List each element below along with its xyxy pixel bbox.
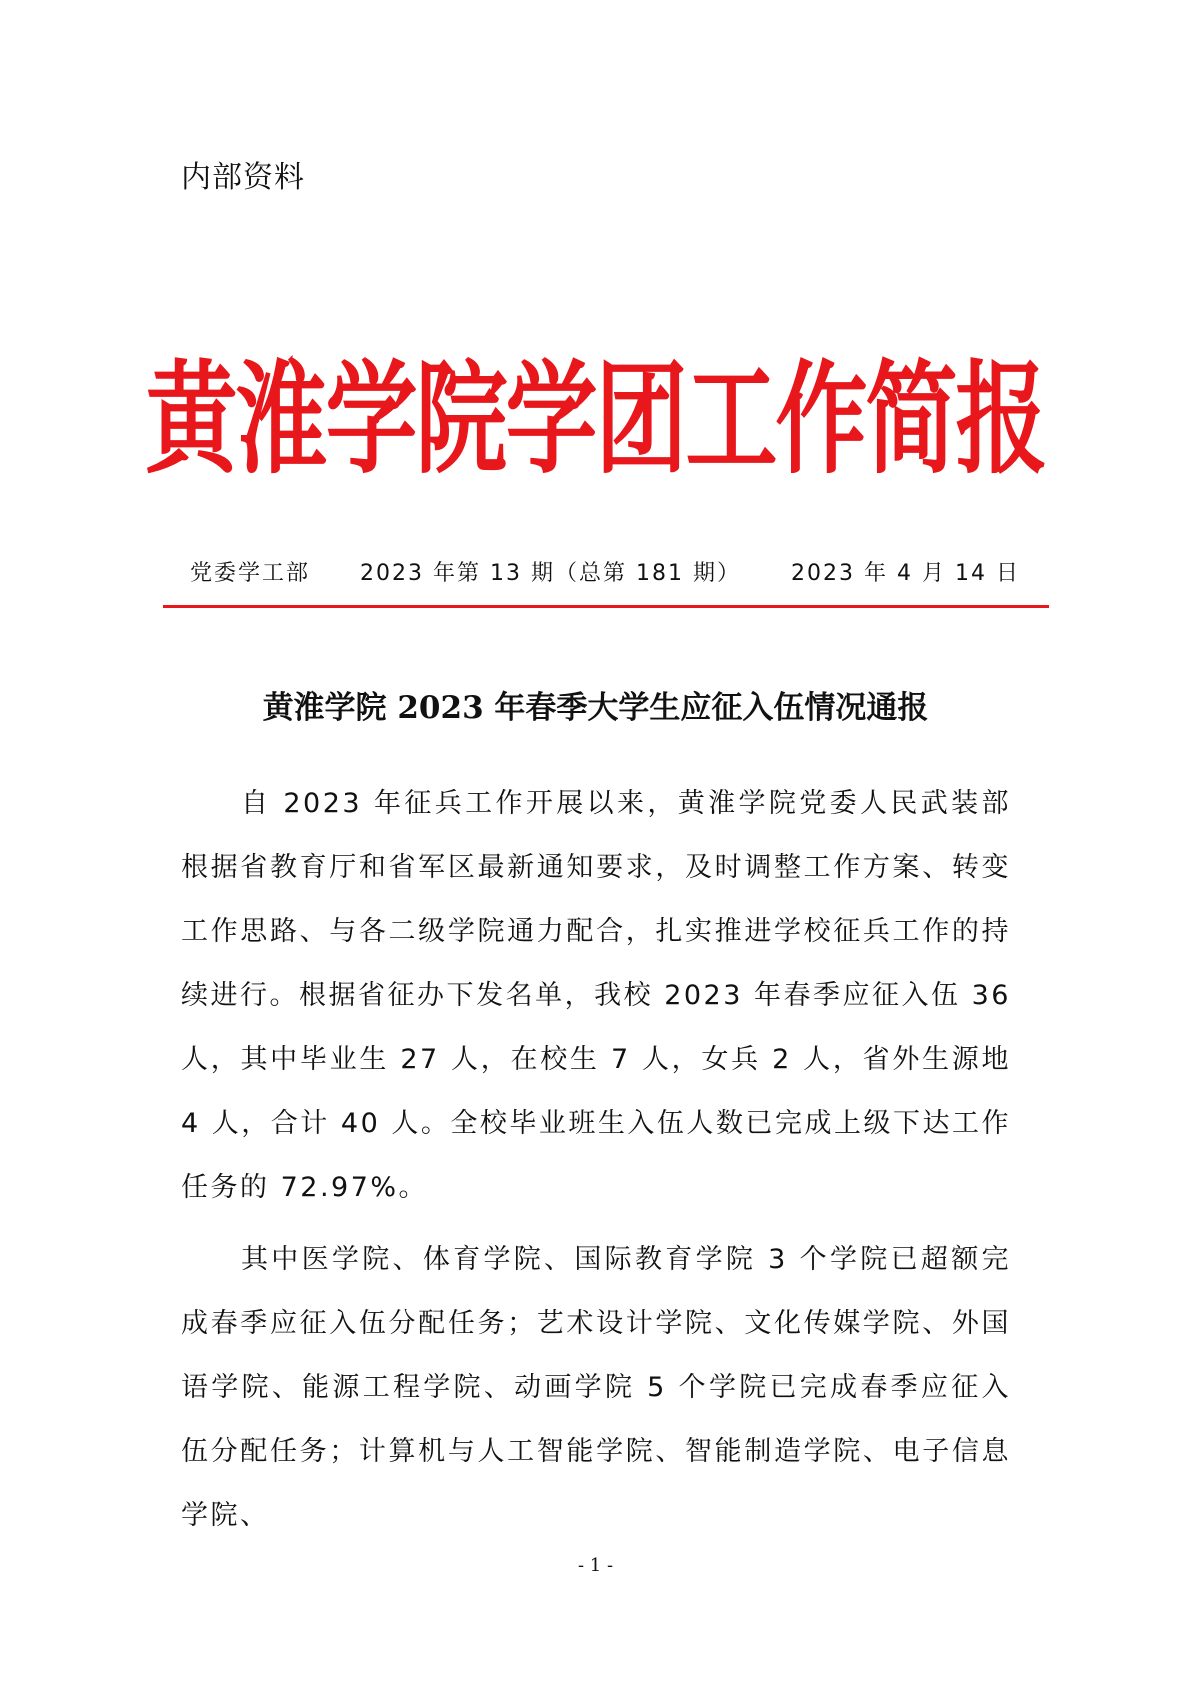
page-number: - 1 -	[577, 1555, 614, 1576]
body-paragraph: 其中医学院、体育学院、国际教育学院 3 个学院已超额完成春季应征入伍分配任务；艺术设计学院、文化传媒学院、外国语学院、能源工程学院、动画学院 5 个学院已完成春季应征入伍分配任务；计算机与人工智能学院、智能制造学院、电子信息学院、	[181, 1244, 1011, 1531]
masthead-title: 黄淮学院学团工作简报	[145, 349, 1046, 491]
article-body	[181, 772, 1011, 1548]
issue-info-line	[190, 556, 1020, 587]
issue-date: 2023 年 4 月 14 日	[791, 561, 1020, 586]
red-divider-rule	[163, 605, 1049, 608]
body-paragraph: 自 2023 年征兵工作开展以来，黄淮学院党委人民武装部根据省教育厅和省军区最新通知要求，及时调整工作方案、转变工作思路、与各二级学院通力配合，扎实推进学校征兵工作的持续进行。根据省征办下发名单，我校 2023 年春季应征入伍 36 人，其中毕业生 27 人，在校生 7 人，女兵 2 人，省外生源地 4 人，合计 40 人。全校毕业班生入伍人数已完成上级下达工作任务的 72.97%。	[181, 788, 1011, 1203]
article-title: 黄淮学院 2023 年春季大学生应征入伍情况通报	[262, 690, 929, 726]
issuing-department: 党委学工部	[190, 561, 311, 586]
issue-number: 2023 年第 13 期（总第 181 期）	[360, 561, 741, 586]
internal-document-label: 内部资料	[181, 160, 305, 195]
